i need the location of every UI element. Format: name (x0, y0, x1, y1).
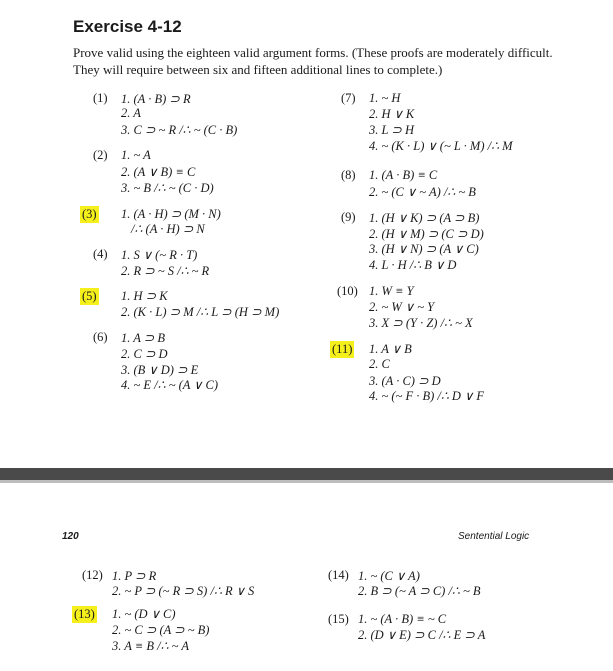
problem-line: 1. H ⊃ K (121, 289, 168, 303)
instructions: Prove valid using the eighteen valid argument forms. (These proofs are moderately difficult. They will require between six and fifteen additional lines to complete.) (73, 45, 553, 77)
problem-line: 3. (B ∨ D) ⊃ E (121, 363, 199, 377)
problem-line: 1. S ∨ (~ R · T) (121, 248, 198, 262)
section-title: Sentential Logic (458, 531, 530, 542)
problem-line: 1. (H ∨ K) ⊃ (A ⊃ B) (369, 211, 480, 225)
problem-line: 3. L ⊃ H (369, 123, 414, 137)
page-number: 120 (62, 531, 79, 542)
problem-line: 4. ~ E /∴ ~ (A ∨ C) (121, 378, 219, 392)
problem-line: 2. (D ∨ E) ⊃ C /∴ E ⊃ A (358, 628, 486, 642)
problem-line: /∴ (A · H) ⊃ N (131, 222, 205, 236)
problem-number: (12) (82, 568, 103, 582)
problem-line: 2. H ∨ K (369, 107, 415, 121)
problem-line: 3. A ≡ B /∴ ~ A (112, 639, 189, 653)
problem-line: 1. P ⊃ R (112, 569, 157, 583)
exercise-title: Exercise 4-12 (73, 17, 182, 36)
problem-line: 2. ~ C ⊃ (A ⊃ ~ B) (112, 623, 210, 637)
problem-line: 2. R ⊃ ~ S /∴ ~ R (121, 264, 210, 278)
problem-line: 3. (H ∨ N) ⊃ (A ∨ C) (369, 242, 479, 256)
problem-number-highlighted: (3) (82, 207, 97, 221)
problem-number: (8) (341, 168, 356, 182)
problem-line: 3. X ⊃ (Y · Z) /∴ ~ X (369, 316, 473, 330)
problem-line: 1. (A · B) ≡ C (369, 168, 438, 182)
problem-number-highlighted: (5) (82, 289, 97, 303)
problem-line: 1. ~ (A · B) ≡ ~ C (358, 612, 447, 626)
problem-number-highlighted: (13) (74, 607, 95, 621)
problem-line: 1. ~ H (369, 91, 401, 105)
problem-number: (2) (93, 148, 108, 162)
problem-line: 4. ~ (K · L) ∨ (~ L · M) /∴ M (369, 139, 513, 153)
problem-number-highlighted: (11) (332, 342, 353, 356)
problem-number: (1) (93, 91, 108, 105)
problem-line: 1. A ⊃ B (121, 331, 166, 345)
problem-number: (10) (337, 284, 358, 298)
problem-line: 3. ~ B /∴ ~ (C · D) (121, 181, 214, 195)
problem-number: (14) (328, 568, 349, 582)
problem-number: (9) (341, 210, 356, 224)
problem-line: 1. ~ (C ∨ A) (358, 569, 420, 583)
problem-line: 1. (A · B) ⊃ R (121, 92, 191, 106)
problem-line: 1. ~ (D ∨ C) (112, 607, 176, 621)
problem-line: 2. C ⊃ D (121, 347, 168, 361)
problem-line: 2. ~ P ⊃ (~ R ⊃ S) /∴ R ∨ S (112, 584, 255, 598)
problem-line: 4. L · H /∴ B ∨ D (369, 258, 457, 272)
problem-line: 4. ~ (~ F · B) /∴ D ∨ F (369, 389, 484, 403)
problem-line: 2. ~ (C ∨ ~ A) /∴ ~ B (369, 185, 476, 199)
page-separator (0, 468, 613, 480)
problem-line: 2. (A ∨ B) ≡ C (121, 165, 196, 179)
page-separator-shadow (0, 480, 613, 483)
problem-line: 2. A (121, 106, 141, 120)
problem-number: (15) (328, 612, 349, 626)
problem-line: 2. (H ∨ M) ⊃ (C ⊃ D) (369, 227, 484, 241)
problem-line: 2. ~ W ∨ ~ Y (369, 300, 435, 314)
problem-line: 1. W ≡ Y (369, 284, 414, 298)
problem-line: 1. A ∨ B (369, 342, 412, 356)
problem-number: (4) (93, 247, 108, 261)
problem-number: (6) (93, 330, 108, 344)
problem-line: 2. C (369, 357, 390, 371)
problem-line: 1. (A · H) ⊃ (M · N) (121, 207, 221, 221)
problem-number: (7) (341, 91, 356, 105)
problem-line: 2. (K · L) ⊃ M /∴ L ⊃ (H ⊃ M) (121, 305, 280, 319)
problem-line: 1. ~ A (121, 148, 151, 162)
problem-line: 3. (A · C) ⊃ D (369, 374, 441, 388)
problem-line: 2. B ⊃ (~ A ⊃ C) /∴ ~ B (358, 584, 481, 598)
problem-line: 3. C ⊃ ~ R /∴ ~ (C · B) (121, 123, 238, 137)
